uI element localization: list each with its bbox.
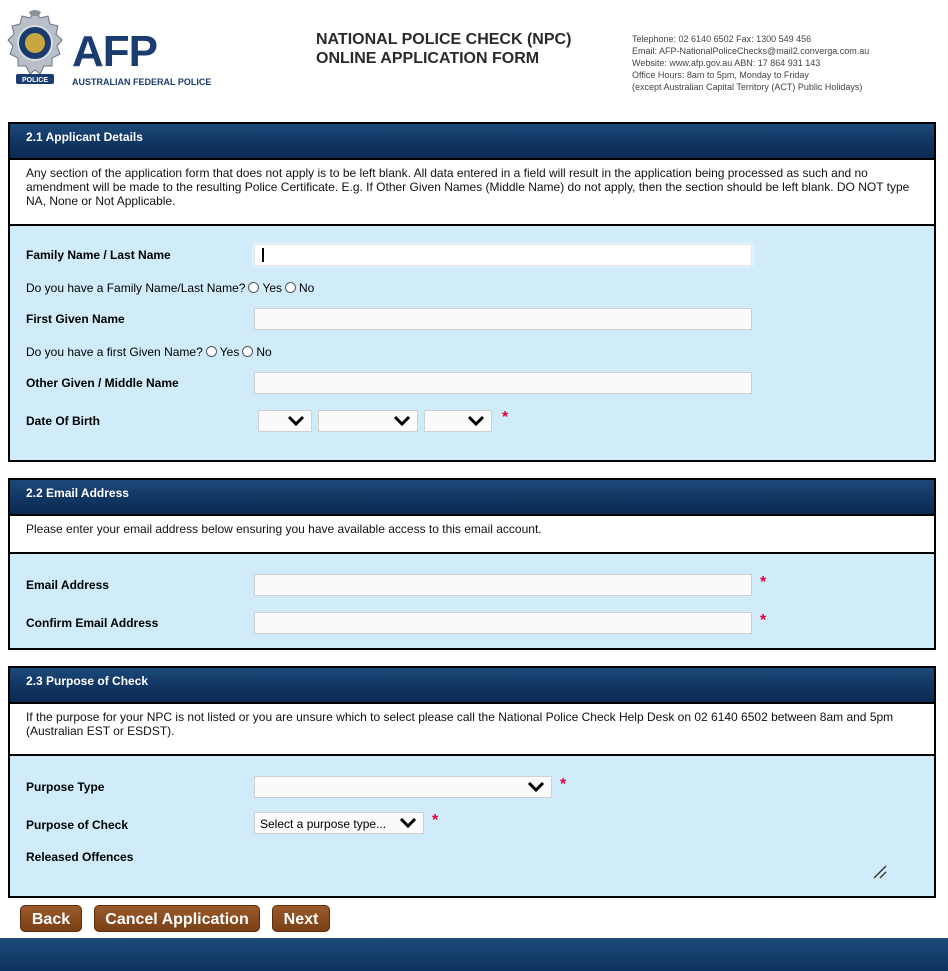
contact-holidays: (except Australian Capital Territory (ACT) Public Holidays) (632, 82, 863, 92)
contact-hours: Office Hours: 8am to 5pm, Monday to Friday (632, 70, 809, 80)
back-button[interactable]: Back (20, 905, 82, 932)
confirm-email-input[interactable] (254, 612, 752, 634)
applicant-details-heading: 2.1 Applicant Details (10, 124, 934, 160)
applicant-details-section (8, 122, 936, 462)
given-no-radio[interactable] (242, 346, 253, 357)
email-address-note: Please enter your email address below ensuring you have available access to this email account. (10, 516, 934, 554)
contact-info (632, 33, 869, 93)
email-address-input[interactable] (254, 574, 752, 596)
contact-phone: Telephone: 02 6140 6502 Fax: 1300 549 456 (632, 34, 812, 44)
next-button[interactable]: Next (272, 905, 330, 932)
has-family-name-question (26, 281, 314, 295)
purpose-type-select[interactable] (254, 776, 552, 798)
purpose-type-required-mark: * (560, 776, 567, 793)
first-given-name-input[interactable] (254, 308, 752, 330)
resize-handle-icon[interactable] (872, 864, 888, 880)
family-no-radio[interactable] (285, 282, 296, 293)
family-name-label: Family Name / Last Name (26, 248, 171, 262)
logo-subtitle: AUSTRALIAN FEDERAL POLICE (72, 77, 212, 87)
confirm-email-required-mark: * (760, 612, 767, 629)
title-line-1: NATIONAL POLICE CHECK (NPC) (316, 31, 572, 48)
chevron-down-icon (393, 415, 411, 427)
family-name-input[interactable] (254, 244, 752, 266)
contact-email: Email: AFP-NationalPoliceChecks@mail2.converga.com.au (632, 46, 870, 56)
family-yes-label: Yes (262, 281, 283, 295)
email-address-heading: 2.2 Email Address (10, 480, 934, 516)
email-required-mark: * (760, 574, 767, 591)
cancel-application-button[interactable]: Cancel Application (94, 905, 260, 932)
text-caret (262, 248, 264, 262)
page-title (316, 30, 571, 68)
chevron-down-icon (399, 817, 417, 829)
purpose-of-check-note: If the purpose for your NPC is not listed or you are unsure which to select please call the National Police Check Help Desk on 02 6140 6502 between 8am and 5pm (Australian EST or ESDST). (10, 704, 934, 756)
has-given-name-label: Do you have a first Given Name? (26, 345, 203, 359)
other-given-name-label: Other Given / Middle Name (26, 376, 179, 390)
has-given-name-question (26, 345, 272, 359)
page-footer (0, 938, 948, 971)
family-yes-radio[interactable] (248, 282, 259, 293)
dob-day-select[interactable] (258, 410, 312, 432)
purpose-of-check-heading: 2.3 Purpose of Check (10, 668, 934, 704)
dob-required-mark: * (502, 409, 509, 426)
dob-year-select[interactable] (424, 410, 492, 432)
family-no-label: No (299, 281, 315, 295)
chevron-down-icon (287, 415, 305, 427)
first-given-name-label: First Given Name (26, 312, 125, 326)
page-header (0, 0, 948, 118)
title-line-2: ONLINE APPLICATION FORM (316, 50, 540, 67)
applicant-details-note: Any section of the application form that does not apply is to be left blank. All data entered in a field will result in the application being processed as such and no amendment will be made to the resulting Police Certificate. E.g. If Other Given Names (Middle Name) do not apply, then the section should be left blank. DO NOT type NA, None or Not Applicable. (10, 160, 934, 226)
purpose-of-check-required-mark: * (432, 812, 439, 829)
email-address-section (8, 478, 936, 650)
badge-label: POLICE (21, 77, 49, 84)
chevron-down-icon (467, 415, 485, 427)
given-yes-label: Yes (219, 345, 240, 359)
has-family-name-label: Do you have a Family Name/Last Name? (26, 281, 246, 295)
other-given-name-input[interactable] (254, 372, 752, 394)
email-address-label: Email Address (26, 578, 109, 592)
contact-website: Website: www.afp.gov.au ABN: 17 864 931 143 (632, 58, 821, 68)
given-no-label: No (256, 345, 272, 359)
released-offences-label: Released Offences (26, 850, 134, 864)
confirm-email-label: Confirm Email Address (26, 616, 159, 630)
purpose-of-check-select[interactable]: Select a purpose type... (254, 812, 424, 834)
date-of-birth-label: Date Of Birth (26, 414, 101, 428)
purpose-of-check-label: Purpose of Check (26, 818, 129, 832)
chevron-down-icon (527, 781, 545, 793)
logo-wordmark: AFP (72, 27, 157, 76)
dob-month-select[interactable] (318, 410, 418, 432)
police-badge-icon (4, 10, 66, 90)
afp-logo[interactable] (4, 10, 212, 92)
purpose-type-label: Purpose Type (26, 780, 105, 794)
given-yes-radio[interactable] (206, 346, 217, 357)
purpose-of-check-section (8, 666, 936, 898)
